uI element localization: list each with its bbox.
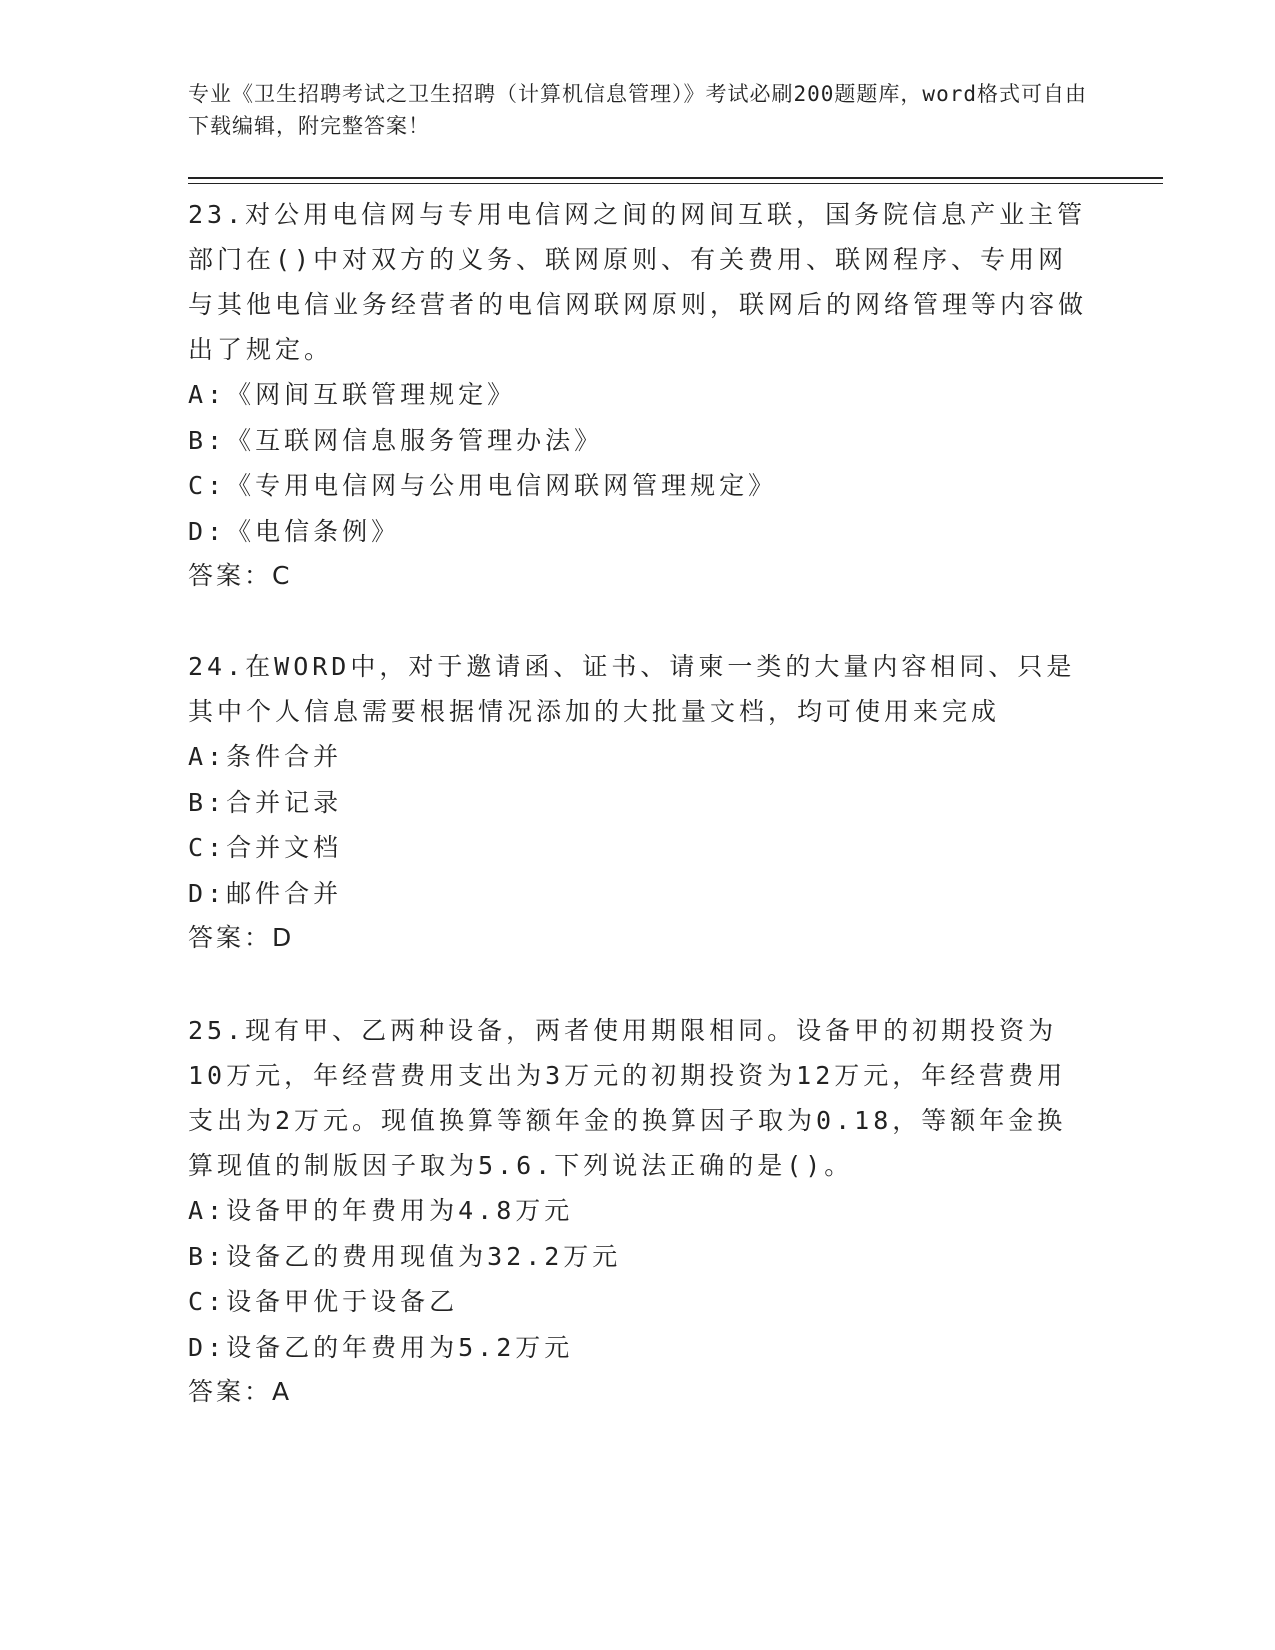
option-d: D:设备乙的年费用为5.2万元	[188, 1332, 574, 1362]
option-c: C:设备甲优于设备乙	[188, 1287, 459, 1316]
option-a: A:设备甲的年费用为4.8万元	[188, 1196, 574, 1225]
question-stem: 23.对公用电信网与专用电信网之间的网间互联，国务院信息产业主管部门在()中对双方的义务、联网原则、有关费用、联网程序、专用网与其他电信业务经营者的电信网联网原则，联网后的网络管理等内容做出了规定。	[188, 200, 1088, 364]
option-b: B:设备乙的费用现值为32.2万元	[188, 1241, 622, 1271]
option-list	[188, 372, 1088, 554]
question-23	[188, 192, 1088, 598]
option-c: C:合并文档	[188, 833, 343, 862]
question-stem: 25.现有甲、乙两种设备，两者使用期限相同。设备甲的初期投资为10万元，年经营费用支出为3万元的初期投资为12万元，年经营费用支出为2万元。现值换算等额年金的换算因子取为0.18，等额年金换算现值的制版因子取为5.6.下列说法正确的是()。	[188, 1016, 1067, 1180]
option-a: A:条件合并	[188, 742, 343, 771]
option-b: B:合并记录	[188, 787, 343, 817]
header-divider-thick	[188, 177, 1163, 179]
answer-line: 答案：A	[188, 1377, 293, 1406]
option-list	[188, 734, 1088, 916]
option-c: C:《专用电信网与公用电信网联网管理规定》	[188, 471, 778, 500]
option-b: B:《互联网信息服务管理办法》	[188, 425, 604, 455]
option-a: A:《网间互联管理规定》	[188, 380, 517, 409]
option-d: D:邮件合并	[188, 878, 343, 908]
document-header-title: 专业《卫生招聘考试之卫生招聘（计算机信息管理）》考试必刷200题题库，word格式可自由下载编辑，附完整答案！	[188, 82, 1087, 138]
answer-line: 答案：D	[188, 923, 295, 952]
question-25	[188, 1008, 1088, 1414]
header-divider-thin	[188, 183, 1163, 184]
answer-line: 答案：C	[188, 561, 293, 590]
option-d: D:《电信条例》	[188, 516, 401, 546]
question-stem: 24.在WORD中，对于邀请函、证书、请柬一类的大量内容相同、只是其中个人信息需要根据情况添加的大批量文档，均可使用来完成	[188, 652, 1076, 726]
option-list	[188, 1188, 1088, 1370]
question-24	[188, 644, 1088, 960]
